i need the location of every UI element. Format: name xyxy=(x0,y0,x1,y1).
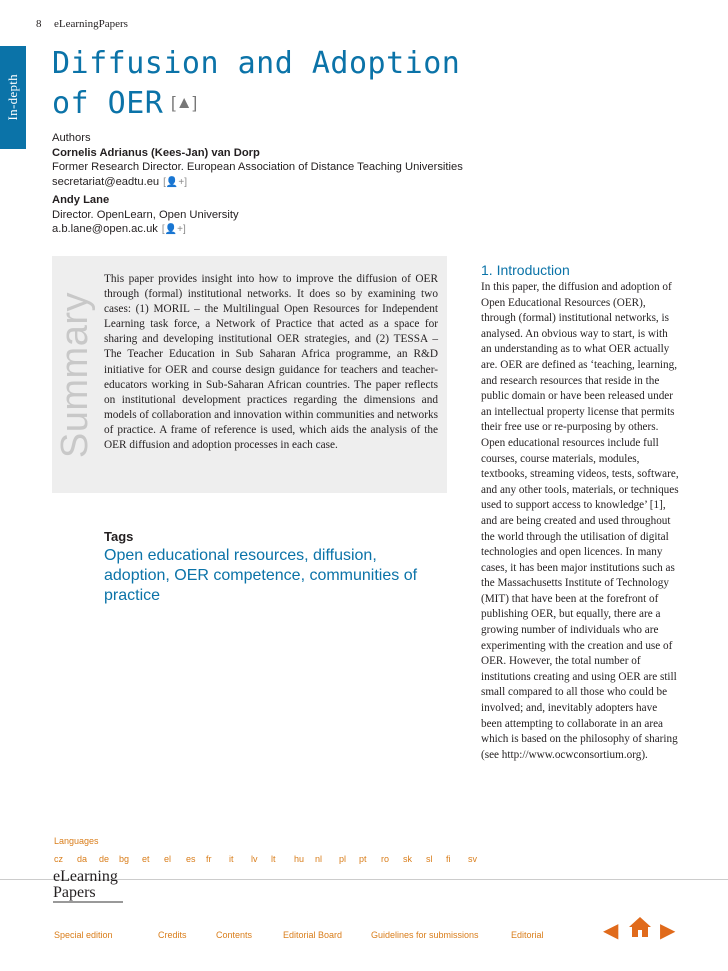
language-link[interactable]: it xyxy=(229,854,234,864)
language-link[interactable]: hu xyxy=(294,854,305,864)
home-icon[interactable] xyxy=(628,916,652,938)
guidelines-link[interactable]: Guidelines for submissions xyxy=(371,930,479,940)
language-link[interactable]: fr xyxy=(206,854,212,864)
summary-text: This paper provides insight into how to improve the diffusion of OER through (formal) institutional networks. It does so by examining two cases: (1) MORIL – the Multilingual Open Resources for Independent Learning task force, a Network of Practice that acted as a space for sharing and developing institutional OER strategies, and (2) TESSA – The Teacher Education in Sub Saharan Africa programme, an R&D initiative for OER and course design guidance for teachers and teacher-educators working in Sub-Saharan African countries. The paper reflects on institutional development practices regarding the dimensions and models of collaboration and innovation within communities and networks of practice. A frame of reference is used, which aids the analysis of the OER diffusion and adoption processes in each case. xyxy=(104,273,438,452)
share-icon[interactable]: [▲] xyxy=(171,93,198,112)
page-number: 8 xyxy=(36,18,42,30)
language-link[interactable]: fi xyxy=(446,854,451,864)
section-tab-label: In-depth xyxy=(5,74,20,121)
tags-value: Open educational resources, diffusion, adoption, OER competence, communities of practice xyxy=(104,547,418,604)
section-heading: 1. Introduction xyxy=(481,262,570,278)
language-link[interactable]: nl xyxy=(315,854,323,864)
language-link[interactable]: el xyxy=(164,854,172,864)
arrow-left-icon[interactable]: ◀ xyxy=(603,920,619,942)
language-link[interactable]: et xyxy=(142,854,150,864)
journal-name: eLearningPapers xyxy=(54,18,128,30)
article-title-line1: Diffusion and Adoption xyxy=(52,46,461,81)
add-contact-icon[interactable]: [👤+] xyxy=(163,176,187,188)
add-contact-icon[interactable]: [👤+] xyxy=(161,224,186,235)
editorial-board-link[interactable]: Editorial Board xyxy=(283,930,343,940)
section-tab xyxy=(0,46,26,149)
language-link[interactable]: lv xyxy=(251,854,258,864)
summary-label xyxy=(52,257,98,493)
author-role: Director. OpenLearn, Open University xyxy=(52,208,239,221)
summary-label-text: Summary xyxy=(53,291,96,459)
credits-link[interactable]: Credits xyxy=(158,930,187,940)
language-link[interactable]: cz xyxy=(54,854,63,864)
author-role: Former Research Director. European Association of Distance Teaching Universities xyxy=(52,161,463,173)
languages-label: Languages xyxy=(54,836,99,846)
special-edition-label: Special edition xyxy=(54,930,113,940)
arrow-right-icon[interactable]: ▶ xyxy=(660,920,676,942)
logo-elearning: eLearning xyxy=(53,868,118,885)
logo-underline xyxy=(53,901,123,903)
tags-heading: Tags xyxy=(104,529,134,544)
language-link[interactable]: es xyxy=(186,854,196,864)
authors-heading: Authors xyxy=(52,132,91,144)
language-link[interactable]: da xyxy=(77,854,88,864)
article-title-line2: of OER xyxy=(52,86,164,121)
logo-papers: Papers xyxy=(53,884,96,901)
language-link[interactable]: sl xyxy=(426,854,433,864)
contents-link[interactable]: Contents xyxy=(216,930,253,940)
language-link[interactable]: sk xyxy=(403,854,412,864)
editorial-link[interactable]: Editorial xyxy=(511,930,544,940)
author-second xyxy=(52,193,239,238)
language-link[interactable]: ro xyxy=(381,854,390,864)
author-email[interactable]: secretariat@eadtu.eu xyxy=(52,175,160,188)
author-email[interactable]: a.b.lane@open.ac.uk xyxy=(52,223,158,235)
language-link[interactable]: sv xyxy=(468,854,477,864)
language-link[interactable]: de xyxy=(99,854,110,864)
language-link[interactable]: lt xyxy=(271,854,276,864)
author-name: Andy Lane xyxy=(52,194,110,206)
languages-list xyxy=(54,854,494,868)
authors-section xyxy=(52,131,463,190)
language-link[interactable]: bg xyxy=(119,854,130,864)
language-link[interactable]: pt xyxy=(359,854,367,864)
author-name: Cornelis Adrianus (Kees-Jan) van Dorp xyxy=(52,146,260,159)
section-body: In this paper, the diffusion and adoption of Open Educational Resources (OER), through (formal) institutional networks, is analysed. An obvious way to start, is with an understanding as to what OER actually are. OER are defined as ‘teaching, learning, and research resources that reside in the public domain or have been released under an intellectual property license that permits their free use or re-purposing by others. Open educational resources include full courses, course materials, modules, textbooks, streaming videos, tests, software, and any other tools, materials, or techniques used to support access to knowledge’ [1], and are being created and used throughout the world through the utilisation of digital technologies and open licences. In many cases, it has been major institutions such as the Massachusetts Institute of Technology (MIT) that have been at the forefront of publishing OER, but equally, there are a growing number of individuals who are experimenting with the creation and use of OER. However, the total number of institutions creating and using OER are still small compared to all those who could be involved; and, inevitably adopters have been attempting to collaborate in an area which is based on the philosophy of sharing (see http://www.ocwconsortium.org). xyxy=(481,281,679,761)
language-link[interactable]: pl xyxy=(339,854,347,864)
